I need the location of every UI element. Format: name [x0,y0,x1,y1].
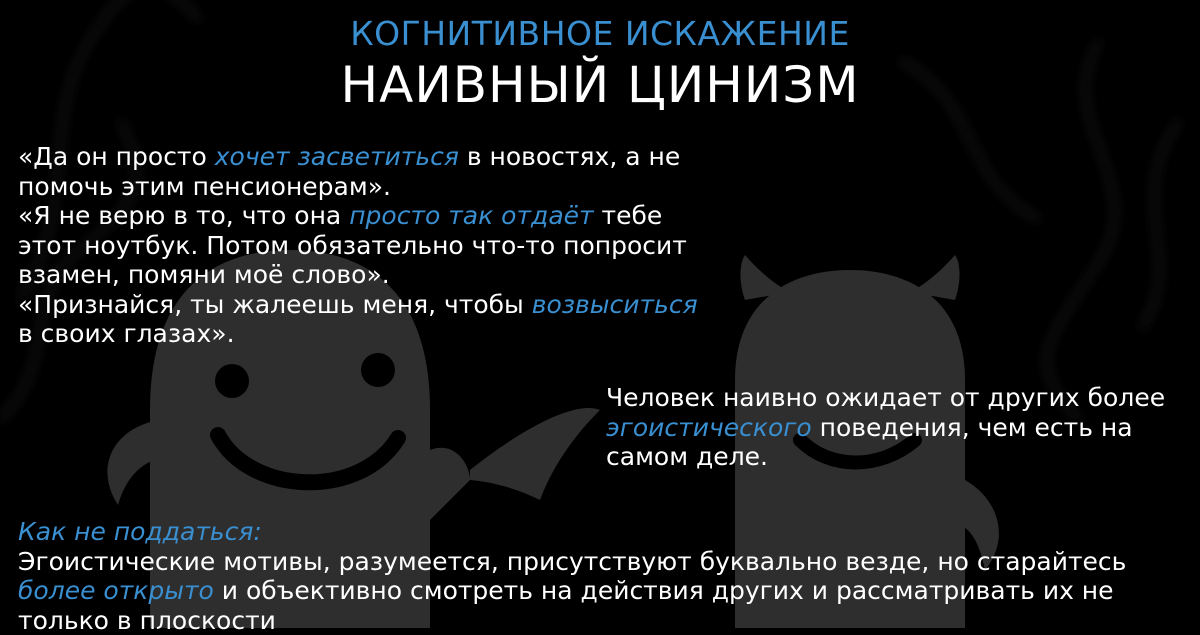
bias-description: Человек наивно ожидает от других более эгоистического поведения, чем есть на самом деле. [606,383,1176,472]
example-quotes [18,142,718,349]
quote-item: «Признайся, ты жалеешь меня, чтобы возвыситься в своих глазах». [18,290,718,349]
how-to-text: Эгоистические мотивы, разумеется, присутствуют буквально везде, но старайтесь более открыто и объективно смотреть на действия других и рассматривать их не только в плоскости [18,547,1198,635]
mascot-left-eye [215,364,249,398]
how-to-heading: Как не поддаться: [18,517,1198,547]
category-kicker: КОГНИТИВНОЕ ИСКАЖЕНИЕ [0,14,1200,53]
description-highlight: эгоистического [606,413,812,442]
quote-item: «Да он просто хочет засветиться в новостях, а не помочь этим пенсионерам». [18,142,718,201]
quote-item: «Я не верю в то, что она просто так отдаёт тебе этот ноутбук. Потом обязательно что-то попросит взамен, помяни моё слово». [18,201,718,290]
quote-highlight: хочет засветиться [215,142,459,171]
mascot-right-eye [361,353,395,387]
quote-highlight: просто так отдаёт [349,201,593,230]
quote-highlight: возвыситься [532,290,698,319]
how-to-highlight: более открыто [18,576,214,605]
page-title: НАИВНЫЙ ЦИНИЗМ [0,56,1200,114]
how-to-resist [18,517,1198,635]
